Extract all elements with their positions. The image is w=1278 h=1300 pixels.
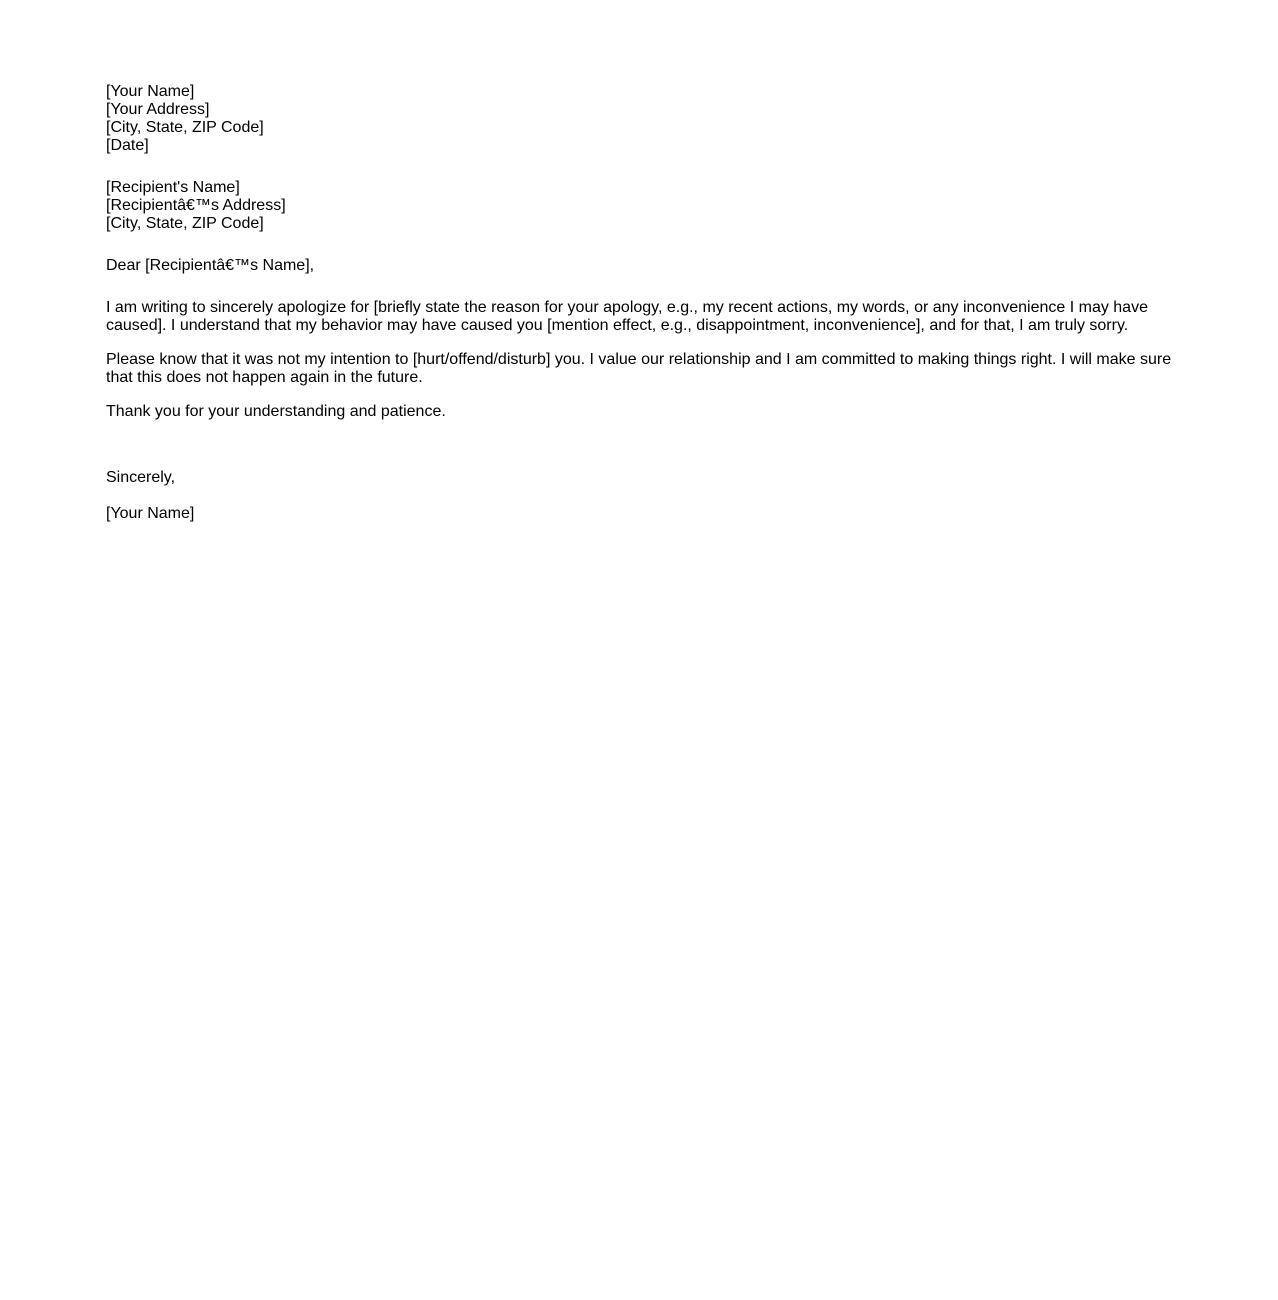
letter-date: [Date] (106, 137, 149, 154)
recipient-address: [Recipientâ€™s Address] (106, 197, 286, 214)
closing: Sincerely, (106, 469, 176, 486)
sender-name: [Your Name] (106, 83, 195, 100)
signature: [Your Name] (106, 505, 195, 522)
recipient-city-state-zip: [City, State, ZIP Code] (106, 215, 264, 232)
body-paragraph-intention: Please know that it was not my intention to [hurt/offend/disturb] you. I value our relationship and I am committed to making things right. I will make sure that this does not happen again in the future. (106, 351, 1172, 386)
body-paragraph-apology: I am writing to sincerely apologize for [briefly state the reason for your apology, e.g., my recent actions, my words, or any inconvenience I may have caused]. I understand that my behavior may have caused you [mention effect, e.g., disappointment, inconvenience], and for that, I am truly sorry. (106, 299, 1148, 334)
body-paragraph-thanks: Thank you for your understanding and patience. (106, 403, 446, 420)
sender-city-state-zip: [City, State, ZIP Code] (106, 119, 264, 136)
letter-document (106, 83, 1181, 523)
recipient-address-block (106, 179, 1181, 233)
sender-address: [Your Address] (106, 101, 210, 118)
sender-address-block (106, 83, 1181, 155)
salutation: Dear [Recipientâ€™s Name], (106, 257, 315, 274)
recipient-name: [Recipient's Name] (106, 179, 240, 196)
